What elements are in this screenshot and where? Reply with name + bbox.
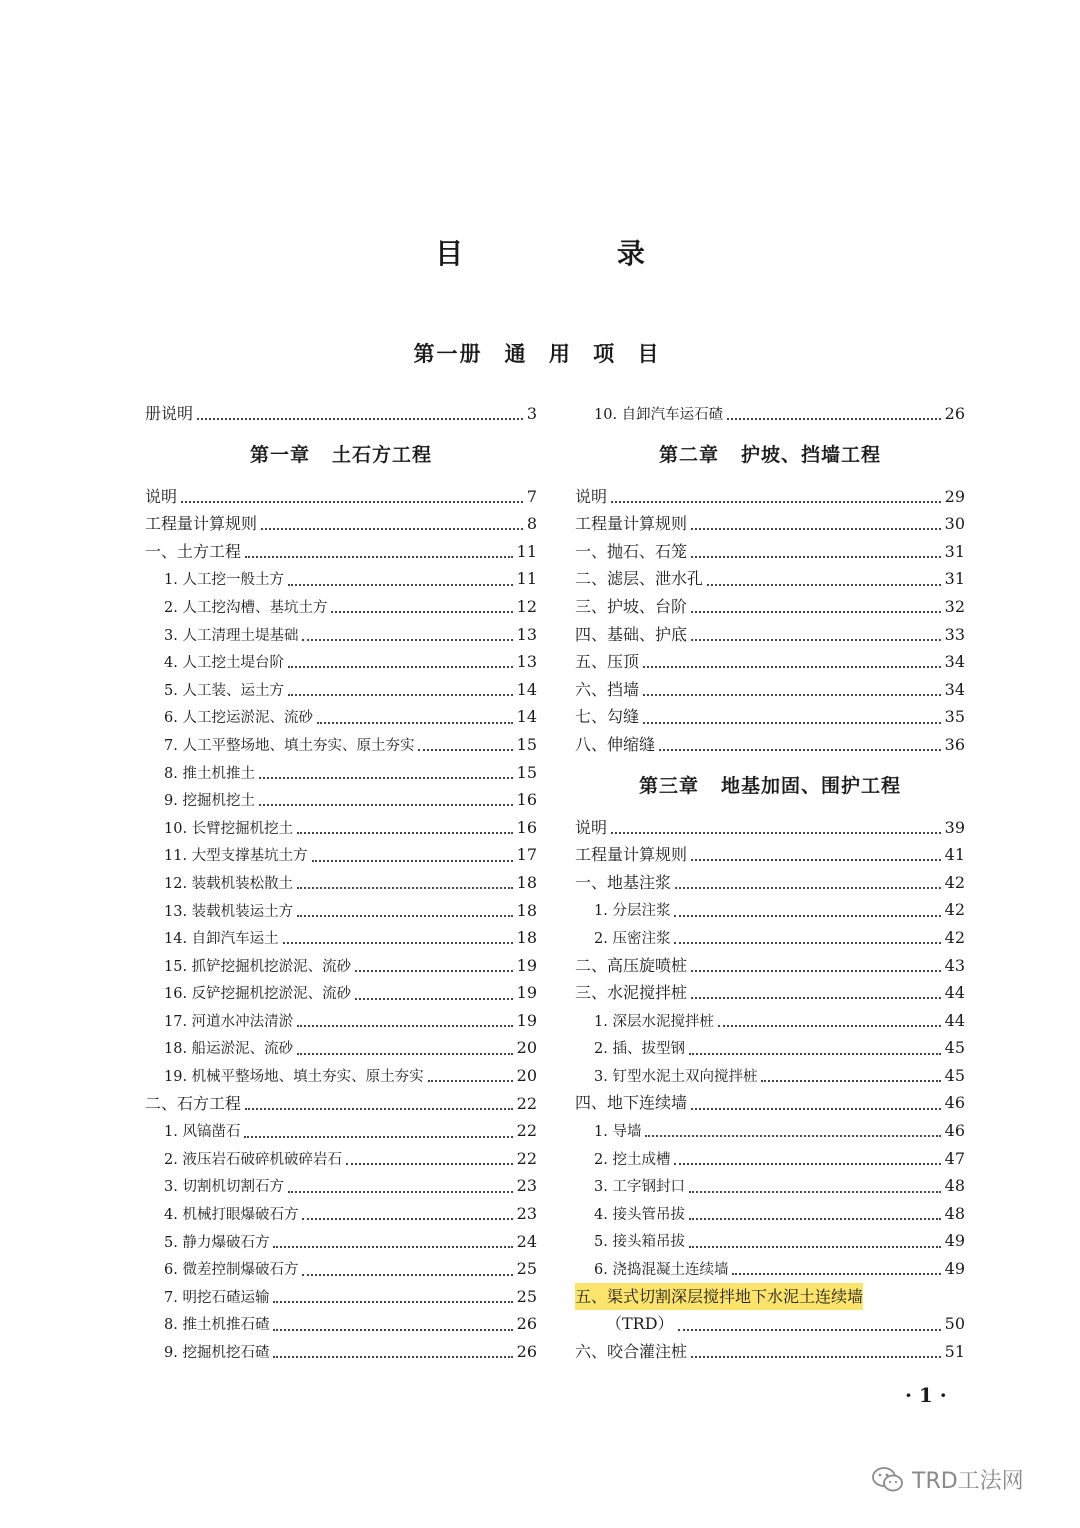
toc-entry-page: 20 [516, 1066, 537, 1086]
toc-entry-label: 1. 人工挖一般土方 [164, 572, 284, 589]
dot-leader [245, 555, 513, 558]
toc-entry-page: 48 [944, 1203, 965, 1223]
dot-leader [288, 693, 513, 696]
toc-entry[interactable] [145, 621, 537, 649]
toc-entry[interactable] [575, 538, 965, 566]
toc-entry-page: 29 [944, 486, 965, 506]
dot-leader [691, 638, 941, 641]
dot-leader [691, 996, 941, 999]
dot-leader [297, 1052, 512, 1055]
toc-entry-page: 24 [516, 1231, 537, 1251]
toc-entry-label: （TRD） [606, 1314, 674, 1334]
toc-entry[interactable] [575, 1283, 965, 1311]
toc-entry-page: 25 [516, 1259, 537, 1279]
toc-entry-page: 22 [516, 1093, 537, 1113]
toc-entry[interactable] [575, 1172, 965, 1200]
toc-entry-page: 18 [516, 872, 537, 892]
toc-entry[interactable] [145, 979, 537, 1007]
page-title: 目 录 [435, 237, 717, 270]
toc-entry-page: 26 [944, 404, 965, 423]
toc-entry-label: 16. 反铲挖掘机挖淤泥、流砂 [164, 986, 352, 1003]
dot-leader [273, 1245, 512, 1248]
toc-entry-page: 42 [944, 927, 965, 947]
dot-leader [288, 665, 513, 668]
toc-entry[interactable] [145, 565, 537, 593]
toc-entry-page: 3 [526, 404, 537, 423]
dot-leader [675, 886, 941, 889]
toc-entry-page: 44 [944, 1010, 965, 1030]
toc-entry-label: 15. 抓铲挖掘机挖淤泥、流砂 [164, 958, 352, 975]
dot-leader [331, 610, 512, 613]
toc-entry[interactable] [575, 510, 965, 538]
dot-leader [355, 969, 512, 972]
toc-entry[interactable] [575, 621, 965, 649]
dot-leader [297, 914, 512, 917]
toc-entry-page: 7 [526, 486, 537, 506]
toc-entry-page: 41 [944, 845, 965, 865]
toc-entry-label: 5. 接头箱吊拔 [594, 1234, 685, 1251]
toc-entry[interactable] [575, 814, 965, 842]
toc-entry-page: 44 [944, 983, 965, 1003]
dot-leader [691, 969, 941, 972]
dot-leader [691, 610, 941, 613]
toc-entry-page: 50 [944, 1314, 965, 1334]
toc-entry-label: 2. 液压岩石破碎机破碎岩石 [164, 1151, 342, 1168]
toc-entry-page: 35 [944, 707, 965, 727]
dot-leader [259, 776, 513, 779]
toc-entry-label: 说明 [575, 486, 608, 506]
toc-entry-page: 22 [516, 1121, 537, 1141]
toc-entry-label: 14. 自卸汽车运土 [164, 931, 279, 948]
toc-entry[interactable] [575, 1062, 965, 1090]
dot-leader [288, 1190, 513, 1193]
dot-leader [181, 500, 523, 503]
dot-leader [273, 1355, 512, 1358]
dot-leader [302, 1217, 512, 1220]
toc-entry-label: 4. 接头管吊拔 [594, 1206, 685, 1223]
toc-entry[interactable] [145, 869, 537, 897]
toc-entry-page: 34 [944, 679, 965, 699]
toc-entry-label: 8. 推土机推土 [164, 765, 255, 782]
wechat-icon [872, 1467, 904, 1493]
toc-entry-label: 2. 插、拔型钢 [594, 1041, 685, 1058]
toc-entry[interactable] [145, 1310, 537, 1338]
toc-entry-page: 26 [516, 1314, 537, 1334]
toc-entry[interactable] [145, 1090, 537, 1118]
toc-entry[interactable] [145, 1283, 537, 1311]
toc-entry[interactable] [145, 1007, 537, 1035]
dot-leader [244, 1135, 512, 1138]
dot-leader [259, 803, 513, 806]
chapter-number: 第二章 [658, 443, 719, 466]
toc-entry-page: 45 [944, 1038, 965, 1058]
toc-entry-label: 2. 压密注浆 [594, 930, 671, 947]
watermark-text: TRD工法网 [912, 1469, 1024, 1494]
toc-entry-page: 18 [516, 900, 537, 920]
toc-right-column [575, 400, 965, 1365]
chapter-number: 第三章 [638, 774, 699, 797]
dot-leader [691, 1107, 941, 1110]
dot-leader [297, 831, 512, 834]
dot-leader [611, 831, 941, 834]
toc-entry[interactable] [575, 1200, 965, 1228]
dot-leader [691, 555, 941, 558]
toc-entry-label: 六、咬合灌注桩 [575, 1341, 688, 1361]
dot-leader [312, 859, 513, 862]
toc-entry[interactable] [145, 400, 537, 428]
toc-entry-label: 3. 工字钢封口 [594, 1179, 685, 1196]
toc-entry[interactable] [145, 952, 537, 980]
dot-leader [659, 748, 941, 751]
toc-entry[interactable] [575, 565, 965, 593]
toc-entry-page: 19 [516, 1010, 537, 1030]
toc-entry-label: 册说明 [145, 404, 194, 423]
dot-leader [689, 1052, 941, 1055]
toc-entry-label: 四、地下连续墙 [575, 1093, 688, 1113]
toc-entry[interactable] [145, 593, 537, 621]
toc-entry[interactable] [575, 703, 965, 731]
toc-entry-page: 19 [516, 955, 537, 975]
dot-leader [689, 1217, 941, 1220]
toc-entry[interactable] [575, 1034, 965, 1062]
dot-leader [691, 527, 941, 530]
toc-entry-label: 4. 机械打眼爆破石方 [164, 1207, 299, 1224]
toc-entry-page: 23 [516, 1204, 537, 1224]
dot-leader [297, 1024, 512, 1027]
toc-entry[interactable] [145, 897, 537, 925]
toc-entry[interactable] [575, 869, 965, 897]
chapter-name: 地基加固、围护工程 [721, 774, 902, 797]
dot-leader [678, 1328, 941, 1331]
toc-entry-label: 5. 静力爆破石方 [164, 1234, 270, 1251]
toc-entry-label: 2. 人工挖沟槽、基坑土方 [164, 599, 328, 616]
toc-entry[interactable] [145, 1117, 537, 1145]
toc-entry-page: 47 [944, 1148, 965, 1168]
toc-entry-page: 14 [516, 707, 537, 727]
chapter-heading [575, 759, 965, 814]
dot-leader [283, 941, 513, 944]
volume-name: 通 用 项 目 [504, 342, 667, 366]
toc-entry[interactable] [145, 786, 537, 814]
toc-entry-label: 二、滤层、泄水孔 [575, 569, 704, 589]
dot-leader [611, 500, 941, 503]
toc-entry[interactable] [575, 1310, 965, 1338]
toc-entry-page: 32 [944, 596, 965, 616]
toc-entry-label: 4. 人工挖土堤台阶 [164, 655, 284, 672]
toc-entry-label: 说明 [145, 486, 178, 506]
toc-entry-page: 17 [516, 845, 537, 865]
dot-leader [273, 1328, 512, 1331]
toc-entry-page: 23 [516, 1176, 537, 1196]
toc-entry[interactable] [575, 841, 965, 869]
toc-entry[interactable] [575, 1089, 965, 1117]
dot-leader [302, 1273, 512, 1276]
toc-entry-label: 2. 挖土成槽 [594, 1151, 671, 1168]
toc-entry-label: 7. 人工平整场地、填土夯实、原土夯实 [164, 737, 415, 754]
toc-entry-page: 31 [944, 541, 965, 561]
toc-entry-label: 1. 导墙 [594, 1124, 642, 1141]
dot-leader [643, 693, 941, 696]
toc-entry-label: 10. 长臂挖掘机挖土 [164, 820, 294, 837]
toc-entry[interactable] [575, 1145, 965, 1173]
toc-entry[interactable] [575, 1117, 965, 1145]
toc-entry-page: 43 [944, 955, 965, 975]
toc-entry-page: 45 [944, 1065, 965, 1085]
toc-entry-label: 5. 人工装、运土方 [164, 682, 284, 699]
toc-entry-label: 三、水泥搅拌桩 [575, 983, 688, 1003]
toc-entry-label: 10. 自卸汽车运石碴 [594, 407, 724, 423]
toc-entry-page: 48 [944, 1176, 965, 1196]
dot-leader [674, 941, 940, 944]
toc-entry[interactable] [145, 759, 537, 787]
toc-entry-label: 6. 人工挖运淤泥、流砂 [164, 710, 313, 727]
toc-entry[interactable] [145, 483, 537, 511]
toc-entry-page: 8 [526, 514, 537, 534]
toc-entry[interactable] [575, 1255, 965, 1283]
chapter-name: 护坡、挡墙工程 [741, 443, 882, 466]
toc-entry-page: 16 [516, 817, 537, 837]
dot-leader [261, 527, 523, 530]
toc-entry[interactable] [145, 1255, 537, 1283]
toc-entry[interactable] [145, 1062, 537, 1090]
toc-entry[interactable] [575, 1007, 965, 1035]
toc-entry-label: 八、伸缩缝 [575, 734, 656, 754]
toc-entry-label: 17. 河道水冲法清淤 [164, 1013, 294, 1030]
toc-entry-page: 16 [516, 790, 537, 810]
toc-entry-label: 9. 挖掘机挖土 [164, 793, 255, 810]
dot-leader [273, 1300, 512, 1303]
toc-entry[interactable] [145, 1200, 537, 1228]
toc-entry-label: 六、挡墙 [575, 679, 640, 699]
toc-entry-page: 13 [516, 624, 537, 644]
toc-entry-label: 1. 分层注浆 [594, 903, 671, 920]
toc-entry-label: 6. 浇捣混凝土连续墙 [594, 1262, 729, 1279]
toc-entry-page: 46 [944, 1093, 965, 1113]
dot-leader [302, 638, 512, 641]
toc-entry-label: 三、护坡、台阶 [575, 596, 688, 616]
toc-entry-page: 30 [944, 514, 965, 534]
toc-entry-label: 18. 船运淤泥、流砂 [164, 1041, 294, 1058]
toc-entry-page: 15 [516, 734, 537, 754]
dot-leader [674, 914, 940, 917]
toc-entry[interactable] [575, 400, 965, 428]
toc-entry-page: 42 [944, 900, 965, 920]
toc-entry[interactable] [145, 1145, 537, 1173]
toc-entry[interactable] [575, 593, 965, 621]
toc-entry[interactable] [145, 924, 537, 952]
toc-entry-label: 1. 风镐凿石 [164, 1124, 241, 1141]
toc-entry-label: 12. 装载机装松散土 [164, 875, 294, 892]
toc-entry-page: 26 [516, 1342, 537, 1361]
toc-entry[interactable] [575, 896, 965, 924]
toc-entry[interactable] [575, 483, 965, 511]
toc-entry-label: 6. 微差控制爆破石方 [164, 1262, 299, 1279]
volume-title [0, 338, 1080, 368]
toc-entry[interactable] [145, 1034, 537, 1062]
dot-leader [645, 1134, 940, 1137]
toc-entry-label: 8. 推土机推石碴 [164, 1317, 270, 1334]
volume-label: 第一册 [413, 342, 483, 366]
toc-entry-page: 42 [944, 872, 965, 892]
toc-entry[interactable] [145, 703, 537, 731]
toc-entry-label: 一、地基注浆 [575, 872, 672, 892]
dot-leader [197, 417, 523, 420]
toc-entry-page: 46 [944, 1121, 965, 1141]
toc-entry-page: 31 [944, 569, 965, 589]
toc-entry-page: 13 [516, 652, 537, 672]
dot-leader [761, 1079, 940, 1082]
watermark [872, 1464, 1024, 1495]
toc-entry[interactable] [145, 1172, 537, 1200]
toc-entry-label: 工程量计算规则 [575, 845, 688, 865]
dot-leader [428, 1079, 513, 1082]
toc-entry-page: 36 [944, 734, 965, 754]
toc-entry-label: 说明 [575, 817, 608, 837]
chapter-name: 土石方工程 [332, 443, 433, 466]
toc-entry-label: 四、基础、护底 [575, 624, 688, 644]
chapter-heading [575, 428, 965, 483]
toc-entry[interactable] [145, 841, 537, 869]
dot-leader [674, 1162, 940, 1165]
toc-entry-label: 工程量计算规则 [145, 514, 258, 534]
dot-leader [689, 1245, 941, 1248]
toc-entry-label: 二、石方工程 [145, 1093, 242, 1113]
toc-entry[interactable] [575, 731, 965, 759]
toc-entry-label: 工程量计算规则 [575, 514, 688, 534]
toc-entry[interactable] [145, 731, 537, 759]
toc-entry-label: 11. 大型支撑基坑土方 [164, 848, 308, 865]
toc-entry[interactable] [575, 648, 965, 676]
toc-entry[interactable] [575, 952, 965, 980]
toc-entry[interactable] [145, 648, 537, 676]
toc-entry-page: 11 [516, 569, 537, 589]
dot-leader [418, 748, 512, 751]
toc-entry[interactable] [575, 979, 965, 1007]
toc-entry[interactable] [575, 1227, 965, 1255]
dot-leader [297, 886, 512, 889]
toc-entry-label: 五、渠式切割深层搅拌地下水泥土连续墙 [575, 1283, 863, 1311]
page-number: · 1 · [905, 1383, 947, 1407]
toc-entry-label: 五、压顶 [575, 652, 640, 672]
toc-entry-label: 13. 装载机装运土方 [164, 903, 294, 920]
dot-leader [317, 721, 513, 724]
dot-leader [691, 1355, 941, 1358]
toc-entry-page: 33 [944, 624, 965, 644]
toc-entry[interactable] [145, 1228, 537, 1256]
toc-left-column [145, 400, 537, 1366]
toc-entry-label: 3. 钉型水泥土双向搅拌桩 [594, 1068, 758, 1085]
toc-entry-label: 3. 切割机切割石方 [164, 1179, 284, 1196]
toc-entry-page: 39 [944, 817, 965, 837]
toc-entry-page: 49 [944, 1259, 965, 1279]
chapter-heading [145, 428, 537, 483]
dot-leader [727, 417, 940, 420]
dot-leader [691, 858, 941, 861]
toc-entry-page: 25 [516, 1286, 537, 1306]
dot-leader [355, 997, 512, 1000]
chapter-number: 第一章 [249, 443, 310, 466]
toc-entry-label: 一、土方工程 [145, 541, 242, 561]
toc-entry-page: 12 [516, 596, 537, 616]
dot-leader [643, 721, 941, 724]
toc-entry-page: 15 [516, 762, 537, 782]
dot-leader [245, 1107, 513, 1110]
toc-entry[interactable] [145, 538, 537, 566]
toc-entry[interactable] [575, 1338, 965, 1366]
toc-entry-page: 14 [516, 679, 537, 699]
toc-entry[interactable] [145, 814, 537, 842]
toc-entry-page: 51 [944, 1341, 965, 1361]
dot-leader [643, 665, 941, 668]
toc-entry-label: 一、抛石、石笼 [575, 541, 688, 561]
toc-entry-label: 二、高压旋喷桩 [575, 955, 688, 975]
toc-entry-page: 49 [944, 1231, 965, 1251]
toc-entry-page: 11 [516, 541, 537, 561]
toc-entry-label: 1. 深层水泥搅拌桩 [594, 1013, 714, 1030]
toc-entry[interactable] [575, 924, 965, 952]
toc-entry-page: 19 [516, 983, 537, 1003]
dot-leader [689, 1190, 941, 1193]
toc-entry-label: 7. 明挖石碴运输 [164, 1289, 270, 1306]
dot-leader [732, 1272, 940, 1275]
toc-entry-page: 34 [944, 652, 965, 672]
toc-entry-label: 19. 机械平整场地、填土夯实、原土夯实 [164, 1069, 424, 1086]
toc-entry-label: 9. 挖掘机挖石碴 [164, 1345, 270, 1361]
toc-entry[interactable] [145, 1338, 537, 1366]
toc-entry-page: 20 [516, 1038, 537, 1058]
dot-leader [718, 1024, 941, 1027]
dot-leader [288, 583, 513, 586]
dot-leader [346, 1162, 513, 1165]
dot-leader [707, 583, 941, 586]
toc-entry-page: 18 [516, 928, 537, 948]
toc-entry[interactable] [145, 676, 537, 704]
toc-entry[interactable] [575, 676, 965, 704]
toc-entry-label: 3. 人工清理土堤基础 [164, 627, 299, 644]
toc-entry[interactable] [145, 510, 537, 538]
toc-entry-page: 22 [516, 1148, 537, 1168]
toc-entry-label: 七、勾缝 [575, 707, 640, 727]
